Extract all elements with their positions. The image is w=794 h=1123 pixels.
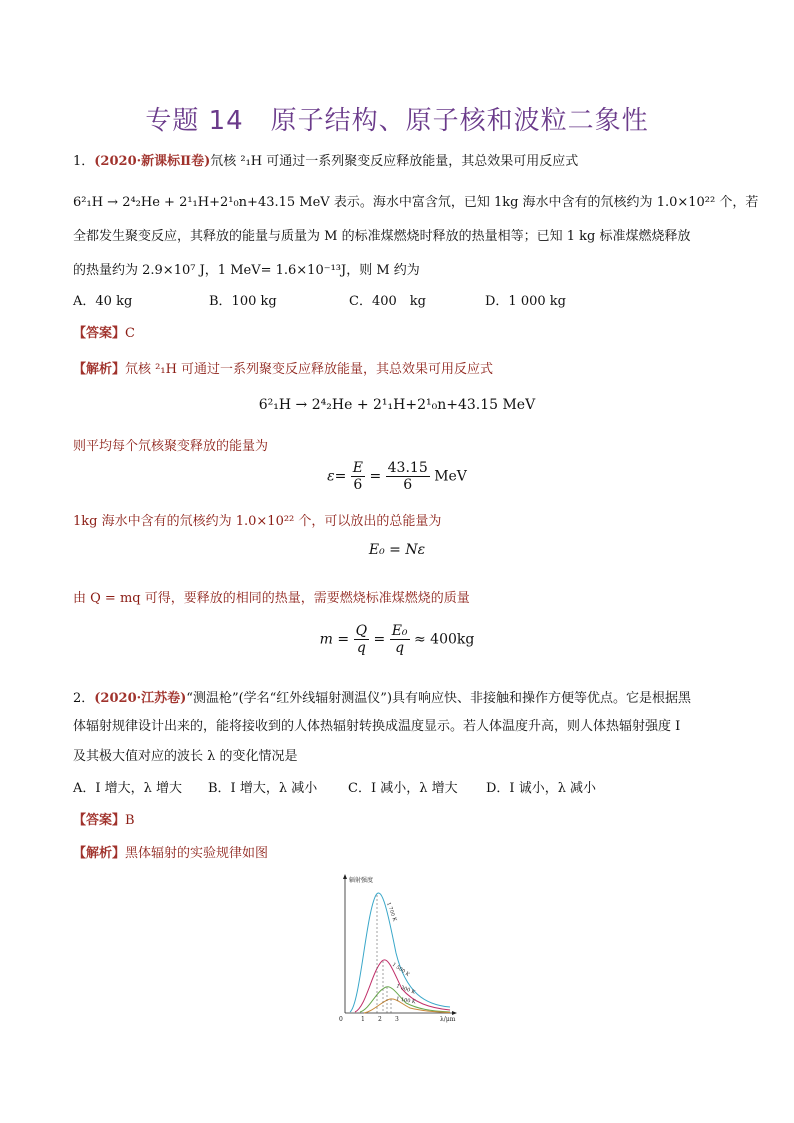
q2-number: 2．	[73, 691, 95, 706]
q1-equation-1: 6²₁H → 2⁴₂He + 2¹₁H+2¹₀n+43.15 MeV	[258, 397, 536, 413]
eq4-num-1: Q	[355, 623, 368, 639]
curve-label-1500k: 1 500 K	[390, 961, 411, 978]
curve-label-1300k: 1 300 K	[395, 983, 416, 996]
x-axis-label: λ/μm	[440, 1016, 456, 1023]
q1-number: 1．	[73, 154, 95, 169]
eq2-fraction-2	[386, 460, 430, 493]
q1-option-a: A．40 kg	[73, 294, 133, 309]
q1-analysis-label: 【解析】	[73, 362, 126, 377]
page-title: 专题 14 原子结构、原子核和波粒二象性	[145, 106, 649, 136]
y-axis-label: 辐射强度	[349, 877, 374, 884]
q2-options	[73, 777, 596, 796]
q2-text-2: 体辐射规律设计出来的，能将接收到的人体热辐射转换成温度显示。若人体温度升高，则人体热辐射强度 I	[73, 719, 681, 734]
blackbody-figure	[330, 873, 460, 1025]
q1-equation-4	[0, 623, 794, 656]
eq4-den-1: q	[356, 640, 366, 656]
eq2-den-2: 6	[403, 477, 413, 493]
q1-source: (2020·新课标Ⅱ卷)	[94, 154, 211, 169]
q2-option-c: C．I 减小，λ 增大	[348, 781, 458, 796]
eq4-left: m =	[319, 631, 350, 648]
q1-line1	[73, 150, 578, 169]
q2-option-a: A．I 增大，λ 增大	[73, 781, 183, 796]
curve-1700k	[350, 893, 450, 1012]
q1-option-b: B．100 kg	[209, 294, 277, 309]
q1-text-3: 全都发生聚变反应，其释放的能量与质量为 M 的标准煤燃烧时释放的热量相等；已知 1 kg 标准煤燃烧释放	[73, 229, 691, 244]
curve-label-1100k: 1 100 K	[395, 996, 417, 1006]
q2-option-d: D．I 诚小，λ 减小	[486, 781, 597, 796]
eq2-unit: MeV	[434, 468, 467, 485]
q2-answer	[73, 809, 135, 828]
eq2-equals: =	[369, 468, 382, 485]
q1-answer	[73, 322, 135, 341]
eq2-fraction-1	[351, 460, 365, 493]
x-tick-1: 1	[361, 1016, 365, 1023]
q2-source: (2020·江苏卷)	[94, 691, 187, 706]
x-tick-2: 2	[378, 1016, 382, 1023]
q1-analysis-text-2: 则平均每个氘核聚变释放的能量为	[73, 439, 269, 454]
curve-label-1700k: 1 700 K	[385, 901, 398, 923]
q2-answer-value: B	[125, 813, 135, 828]
q2-analysis	[73, 842, 268, 861]
q1-analysis-text-1: 氘核 ²₁H 可通过一系列聚变反应释放能量，其总效果可用反应式	[125, 362, 494, 377]
q2-answer-label: 【答案】	[73, 813, 126, 828]
eq4-den-2: q	[395, 640, 405, 656]
q2-option-b: B．I 增大，λ 减小	[208, 781, 318, 796]
q2-line1	[73, 687, 691, 706]
q2-analysis-text-1: 黑体辐射的实验规律如图	[125, 846, 269, 861]
q1-text-1: 氘核 ²₁H 可通过一系列聚变反应释放能量，其总效果可用反应式	[210, 154, 579, 169]
eq4-fraction-1	[354, 623, 369, 656]
x-axis-arrow	[452, 1011, 457, 1015]
q1-answer-value: C	[125, 326, 135, 341]
eq2-left: ε=	[327, 468, 347, 485]
eq4-fraction-2	[390, 623, 410, 656]
y-axis-arrow	[343, 874, 347, 879]
q1-equation-2	[0, 460, 794, 493]
q1-analysis-text-3: 1kg 海水中含有的氘核约为 1.0×10²² 个，可以放出的总能量为	[73, 514, 442, 529]
eq4-equals: =	[373, 631, 386, 648]
q1-option-c: C．400 kg	[349, 294, 426, 309]
q1-answer-label: 【答案】	[73, 326, 126, 341]
eq2-num-1: E	[352, 460, 363, 476]
eq4-num-2: E₀	[391, 623, 408, 639]
q1-option-d: D．1 000 kg	[485, 294, 566, 309]
eq2-num-2: 43.15	[387, 460, 428, 476]
q2-text-1: “测温枪”(学名“红外线辐射测温仪”)具有响应快、非接触和操作方便等优点。它是根据黑	[186, 691, 692, 706]
origin-label: 0	[339, 1016, 343, 1023]
q1-options	[73, 290, 566, 309]
q2-analysis-label: 【解析】	[73, 846, 126, 861]
q1-text-4: 的热量约为 2.9×10⁷ J，1 MeV= 1.6×10⁻¹³J，则 M 约为	[73, 263, 420, 278]
blackbody-svg	[330, 873, 460, 1025]
eq2-den-1: 6	[353, 477, 363, 493]
q1-text-2: 6²₁H → 2⁴₂He + 2¹₁H+2¹₀n+43.15 MeV 表示。海水中富含氘，已知 1kg 海水中含有的氘核约为 1.0×10²² 个，若	[73, 195, 759, 210]
q1-analysis-text-4: 由 Q = mq 可得，要释放的相同的热量，需要燃烧标准煤燃烧的质量	[73, 591, 470, 606]
q1-equation-3: E₀ = Nε	[368, 542, 426, 558]
q1-analysis	[73, 358, 493, 377]
eq4-result: ≈ 400kg	[413, 631, 475, 648]
q2-text-3: 及其极大值对应的波长 λ 的变化情况是	[73, 749, 298, 764]
x-tick-3: 3	[395, 1016, 399, 1023]
